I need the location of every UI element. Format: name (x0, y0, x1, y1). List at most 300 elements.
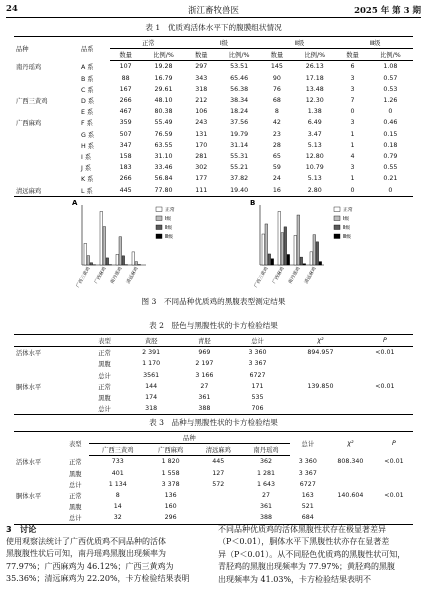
table1-row (14, 162, 413, 173)
table2-cell: 3 367 (248, 360, 267, 368)
table3-cell: 163 (301, 492, 314, 500)
table1-cell: 19.40 (216, 184, 261, 196)
table2-cell: 388 (178, 403, 231, 415)
table1-cell: 0.57 (383, 74, 398, 82)
table1-cell: 28 (272, 141, 281, 149)
figure3-caption: 图 3 不同品种优质鸡的黑腹表型测定结果 (141, 297, 286, 306)
table2-head: 青胫 (178, 335, 231, 347)
table1-cell: 131 (195, 130, 208, 138)
table2-cell (14, 392, 84, 403)
chart-category-label: 广西三黄鸡 (253, 266, 270, 289)
table1-cell: 467 (119, 108, 132, 116)
table1-cell: 33.46 (154, 164, 173, 172)
table1-cell: G 系 (80, 131, 95, 139)
chart-bar (319, 262, 322, 265)
table2-cell: 胴体水平 (16, 383, 42, 391)
chart-legend-label: 正常 (343, 208, 353, 213)
chart-legend-swatch (334, 216, 340, 221)
header-rule (6, 17, 421, 18)
table2-row (14, 392, 413, 403)
table1-cell: 29.61 (154, 85, 173, 93)
table1-cell: 38.34 (230, 97, 249, 105)
table3-cell: 正常 (68, 493, 82, 501)
table2-cell: 171 (251, 382, 264, 390)
table1-row (14, 151, 413, 162)
table2-cell: 1 170 (142, 360, 161, 368)
table1-cell: 31.10 (154, 152, 173, 160)
chart-bar (84, 243, 87, 265)
table1-cell: 56.84 (154, 175, 173, 183)
table3-cell: 572 (212, 480, 225, 488)
chart-bar (265, 224, 268, 265)
table2-cell: 174 (145, 394, 158, 402)
table1-row (14, 84, 413, 95)
table3-cell: 总计 (62, 512, 89, 524)
table1-row (14, 117, 413, 128)
table2-cell: 6727 (249, 371, 266, 379)
table3-cell: 黑腹 (68, 470, 82, 478)
table3-cell: 3 367 (298, 469, 317, 477)
table1-cell: 8 (274, 108, 279, 116)
table1-cell: A 系 (80, 64, 94, 72)
table1-cell: 212 (195, 97, 208, 105)
table2-cell: 27 (200, 382, 209, 390)
table2-head: 表型 (84, 335, 124, 347)
table2-cell: 3561 (143, 371, 160, 379)
table1-cell: 48.10 (154, 97, 173, 105)
table1-cell: 76.59 (154, 130, 173, 138)
table3-cell: 32 (89, 512, 147, 524)
body-text-line: 不同品种优质鸡的活体黑腹性状存在极显著差异 (218, 525, 386, 534)
table2 (14, 334, 413, 415)
table3-row (14, 468, 413, 479)
chart-legend-swatch (334, 234, 340, 239)
table1-cell (14, 73, 79, 84)
table1-cell: L 系 (79, 184, 110, 196)
table1-cell: 13.48 (305, 85, 324, 93)
table1-cell: 6 (350, 63, 355, 71)
table1-cell: 167 (119, 85, 132, 93)
table1-cell (14, 173, 79, 184)
table1-cell: 16.79 (154, 74, 173, 82)
table2-cell (14, 403, 84, 415)
table3-cell: 733 (111, 458, 124, 466)
table2-cell: <0.01 (375, 382, 395, 390)
chart-bar (116, 254, 119, 265)
table2-cell (357, 358, 413, 369)
table1-row (14, 129, 413, 140)
table1-cell: 63.55 (154, 141, 173, 149)
table1-cell: 清远麻鸡 (14, 184, 79, 196)
table2-cell (14, 358, 84, 369)
table2-head: 黄胫 (125, 335, 178, 347)
table2-cell: 894.957 (307, 349, 334, 357)
table2-title: 表 2 胫色与黑腹性状的卡方检验结果 (149, 321, 278, 330)
table3-cell: 1 558 (161, 469, 180, 477)
table3-row (14, 512, 413, 524)
table1-head-breed: 品种 (14, 37, 79, 61)
table1-cell: 243 (195, 119, 208, 127)
table1-cell: 445 (110, 184, 140, 196)
table3-title: 表 3 品种与黑腹性状的卡方检验结果 (149, 418, 278, 427)
table1-cell: C 系 (80, 86, 94, 94)
chart-bar (278, 211, 281, 265)
table2-cell: 总计 (84, 403, 124, 415)
chart-bar (300, 257, 303, 265)
chart-legend-swatch (334, 225, 340, 230)
chart-panel-label: A (72, 199, 78, 207)
chart-bar (90, 263, 93, 265)
body-text-line: 77.97%；广西麻鸡为 46.12%；广西三黄鸡为 (6, 561, 174, 571)
table1-cell: 26.13 (305, 63, 324, 71)
chart-bar (297, 215, 300, 265)
table1-cell: 68 (272, 97, 281, 105)
table1-cell: 1.26 (383, 97, 398, 105)
table1-title: 表 1 优质鸡活体水平下的腹膜组状情况 (145, 23, 282, 32)
table3-cell: 正常 (68, 459, 82, 467)
table1-cell: 3 (350, 164, 355, 172)
table1-row (14, 73, 413, 84)
table1-cell: 3 (350, 119, 355, 127)
table2-cell: 2 391 (142, 349, 161, 357)
table3-cell: 808.340 (337, 458, 364, 466)
table3-cell (194, 490, 242, 501)
table1-cell: 0 (368, 184, 413, 196)
table1-cell: 56.38 (230, 85, 249, 93)
table1-subhead: 数量 (186, 49, 216, 61)
table1-cell: 3 (350, 74, 355, 82)
chart-bar (100, 211, 103, 265)
table1-cell: 0 (337, 184, 367, 196)
chart-bar (313, 235, 316, 265)
chart-category-label: 南丹瑶鸡 (288, 266, 302, 285)
table1-cell (14, 140, 79, 151)
table1-cell: 19.28 (154, 63, 173, 71)
table3-cell (375, 479, 413, 490)
table2-cell (357, 392, 413, 403)
table2-cell: 2 197 (195, 360, 214, 368)
table3-cell (326, 479, 375, 490)
table1-cell: 17.18 (305, 74, 324, 82)
table3 (14, 431, 413, 525)
table2-head: 总计 (231, 335, 284, 347)
table3-cell: 1 134 (108, 480, 127, 488)
table3-cell: <0.01 (384, 458, 404, 466)
table1-cell: 0.18 (383, 141, 398, 149)
table3-cell: 388 (242, 512, 290, 524)
table1-cell: 1.38 (307, 108, 322, 116)
table2-cell (357, 403, 413, 415)
table1-cell: 266 (119, 175, 132, 183)
table1-cell (14, 162, 79, 173)
table2-cell (284, 403, 357, 415)
table2-cell: 总计 (98, 372, 111, 380)
table2-cell (284, 392, 357, 403)
table3-cell: 127 (212, 469, 225, 477)
table1-cell: 1 (350, 175, 355, 183)
body-text-line: 使用观察法统计了广西优质鸡不同品种的活体 (6, 537, 166, 546)
table1-cell (14, 84, 79, 95)
table3-cell: 445 (212, 458, 225, 466)
chart-bar (310, 252, 313, 265)
table1-cell: 5.13 (307, 141, 322, 149)
table1-cell: 南丹瑶鸡 (16, 64, 42, 72)
table3-breed-head: 清远麻鸡 (194, 444, 242, 456)
table1-cell: 297 (195, 63, 208, 71)
table1-cell: 0.79 (383, 152, 398, 160)
table1-cell: E 系 (80, 109, 94, 117)
table1-cell: 0.46 (383, 119, 398, 127)
table1-cell: 88 (121, 74, 130, 82)
table3-cell (326, 468, 375, 479)
table3-cell: <0.01 (384, 492, 404, 500)
issue-label: 2025 年 第 3 期 (354, 6, 421, 16)
table1-cell (14, 129, 79, 140)
body-right-column (218, 524, 422, 586)
table3-cell: 14 (113, 503, 122, 511)
table2-cell: 3 166 (195, 371, 214, 379)
body-text-line: （P＜0.01），胴体水平下黑腹性状亦存在显著差 (218, 537, 390, 547)
table2-cell (14, 370, 84, 381)
chart-bar (284, 227, 287, 265)
chart-legend-label: Ⅱ级 (165, 226, 173, 231)
table2-cell: 969 (198, 349, 211, 357)
table2-cell (284, 358, 357, 369)
table3-cell: 296 (147, 512, 195, 524)
table3-cell: 3 360 (298, 458, 317, 466)
chart-legend-swatch (334, 207, 340, 212)
table3-cell: 684 (290, 512, 326, 524)
table1-row (14, 173, 413, 184)
table1-cell: 183 (119, 164, 132, 172)
table1-cell: 广西三黄鸡 (16, 98, 48, 106)
table3-cell: 136 (164, 492, 177, 500)
table1-subhead: 比例/% (216, 49, 261, 61)
section-heading: 3 讨论 (6, 524, 37, 534)
table1-subhead: 比例/% (292, 49, 337, 61)
journal-name: 浙江畜牧兽医 (187, 6, 239, 16)
table1-cell: 177 (195, 175, 208, 183)
chart-bar (87, 256, 90, 265)
chart-bar (281, 233, 284, 265)
table2-cell: 139.850 (307, 382, 334, 390)
table1-cell: 80.38 (154, 108, 173, 116)
table3-cell: 401 (111, 469, 124, 477)
chart-bar (106, 258, 109, 265)
body-text-line: 黑腹腹性状后可知，南丹瑶鸡黑腹出现频率为 (6, 549, 166, 559)
table1-group-head: Ⅰ级 (186, 37, 262, 49)
table3-cell (375, 468, 413, 479)
table1-head-sample: 品系 (79, 37, 110, 61)
table2-head (14, 335, 84, 347)
table2-cell: 正常 (98, 350, 111, 358)
table1-group-head: 正常 (110, 37, 186, 49)
table3-cell: 1 643 (256, 480, 275, 488)
table2-cell: 黑腹 (98, 361, 111, 369)
table1-cell: 0.53 (383, 85, 398, 93)
table1-subhead: 数量 (110, 49, 140, 61)
table1-cell: 广西麻鸡 (16, 120, 42, 128)
body-left-column (6, 536, 210, 586)
table1-cell: 158 (119, 152, 132, 160)
table2-row (14, 403, 413, 415)
table1-row (14, 95, 413, 106)
table1-cell: 18.24 (230, 108, 249, 116)
table1-row (14, 140, 413, 151)
table3-row (14, 456, 413, 468)
table1-cell: 19.79 (230, 130, 249, 138)
table1-cell: 3.47 (307, 130, 322, 138)
table1-cell: 359 (119, 119, 132, 127)
table1-cell: 90 (272, 74, 281, 82)
table1-cell: 53.51 (230, 63, 249, 71)
table2-cell: <0.01 (375, 349, 395, 357)
table1-cell: 55.49 (154, 119, 173, 127)
chart-bar (135, 262, 138, 265)
table1-cell: 37.56 (230, 119, 249, 127)
table2-cell (357, 370, 413, 381)
table3-cell: 1 820 (161, 458, 180, 466)
table3-head-phenotype: 表型 (62, 432, 89, 456)
table1-cell: 55.31 (230, 152, 249, 160)
table1-cell: 0 (388, 108, 393, 116)
table3-cell (375, 501, 413, 512)
table1-cell: 0.21 (383, 175, 398, 183)
table2-cell: 706 (231, 403, 284, 415)
table2-row (14, 347, 413, 359)
table1-cell: B 系 (80, 75, 94, 83)
table1-cell: 266 (119, 97, 132, 105)
table3-cell (194, 512, 242, 524)
table2-cell: 3 360 (248, 349, 267, 357)
table1-cell: 31.14 (230, 141, 249, 149)
table1-cell: 55.21 (230, 164, 249, 172)
table3-breed-head: 广西三黄鸡 (89, 444, 147, 456)
chart-legend-label: Ⅲ级 (165, 235, 174, 240)
table3-cell: 362 (259, 458, 272, 466)
table1-cell: 7 (350, 97, 355, 105)
table1-cell: 281 (195, 152, 208, 160)
table1-cell: 0.55 (383, 164, 398, 172)
chart-legend-label: Ⅲ级 (343, 235, 352, 240)
table2-cell: 正常 (98, 383, 111, 391)
page-header (6, 2, 421, 18)
table2-head: P (357, 335, 413, 347)
table1-cell: 1 (350, 141, 355, 149)
table2-cell (284, 370, 357, 381)
table3-cell: 361 (259, 503, 272, 511)
table1-cell: 6.49 (307, 119, 322, 127)
table3-head-blank (14, 432, 62, 456)
table1-cell: 4 (350, 152, 355, 160)
table1-cell: F 系 (80, 120, 93, 128)
table1-cell: 24 (272, 175, 281, 183)
table1-cell: 111 (186, 184, 216, 196)
table3-cell (14, 501, 62, 512)
chart-bar (122, 256, 125, 265)
table1-cell (14, 106, 79, 117)
table1-cell: I 系 (80, 153, 92, 161)
table3-head-total: 总计 (290, 432, 326, 456)
chart-bar (316, 242, 319, 265)
table1-cell: 5.13 (307, 175, 322, 183)
table1-subhead: 数量 (262, 49, 292, 61)
chart-legend-swatch (156, 234, 162, 239)
table1-cell: 302 (195, 164, 208, 172)
table1-cell (14, 151, 79, 162)
table3-head-chi: χ² (326, 432, 375, 456)
table3-cell: 8 (115, 492, 120, 500)
table1-cell: 59 (272, 164, 281, 172)
table2-row (14, 381, 413, 392)
table1-row (14, 184, 413, 196)
figure3-chart-a (70, 197, 210, 293)
chart-bar (262, 234, 265, 265)
table3-breed-head: 南丹瑶鸡 (242, 444, 290, 456)
table2-row (14, 358, 413, 369)
table1-cell: 65 (272, 152, 281, 160)
table3-cell (194, 501, 242, 512)
table3-cell (326, 512, 375, 524)
table3-cell: 3 378 (161, 480, 180, 488)
chart-bar (268, 254, 271, 265)
table2-cell: 535 (251, 394, 264, 402)
chart-category-label: 广西麻鸡 (272, 266, 286, 285)
table1-cell: 10.79 (305, 164, 324, 172)
chart-legend-swatch (156, 216, 162, 221)
table1-cell: 2.80 (292, 184, 337, 196)
table1-cell: 76 (272, 85, 281, 93)
table1-cell: 23 (272, 130, 281, 138)
table3-cell (375, 512, 413, 524)
table1-cell: 37.82 (230, 175, 249, 183)
table2-cell: 黑腹 (98, 395, 111, 403)
table1-subhead: 比例/% (141, 49, 186, 61)
chart-panel-label: B (250, 199, 256, 207)
page-number: 24 (6, 4, 18, 14)
table1-cell: 507 (119, 130, 132, 138)
table3-cell: 160 (164, 503, 177, 511)
chart-bar (132, 252, 135, 265)
table2-head: χ² (284, 335, 357, 347)
table1-cell: 170 (195, 141, 208, 149)
chart-category-label: 广西麻鸡 (94, 266, 108, 285)
body-text-line: 异（P＜0.01）。从不同胫色优质鸡的黑腹性状可知， (218, 549, 406, 559)
chart-bar (294, 235, 297, 265)
table1-cell: 65.46 (230, 74, 249, 82)
table3-cell: 1 281 (256, 469, 275, 477)
body-text-line: 青胫鸡的黑腹出现频率为 77.97%；黄胫鸡的黑腹 (218, 562, 396, 572)
chart-bar (271, 259, 274, 265)
table3-cell (14, 468, 62, 479)
table3-cell (326, 501, 375, 512)
table2-cell: 144 (145, 382, 158, 390)
chart-bar (303, 264, 306, 265)
table1-cell: 12.30 (305, 97, 324, 105)
table2-cell: 活体水平 (16, 350, 42, 358)
table1 (14, 36, 413, 197)
table1-cell: 318 (195, 85, 208, 93)
chart-legend-label: 正常 (165, 208, 175, 213)
table1-cell: 343 (195, 74, 208, 82)
chart-bar (103, 227, 106, 265)
table1-row (14, 106, 413, 117)
table1-cell: 16 (262, 184, 292, 196)
table1-row (14, 61, 413, 73)
table1-cell: 1.08 (383, 63, 398, 71)
body-text-line: 35.36%；清远麻鸡为 22.20%，卡方检验结果表明 (6, 574, 190, 584)
table1-cell: 107 (119, 63, 132, 71)
